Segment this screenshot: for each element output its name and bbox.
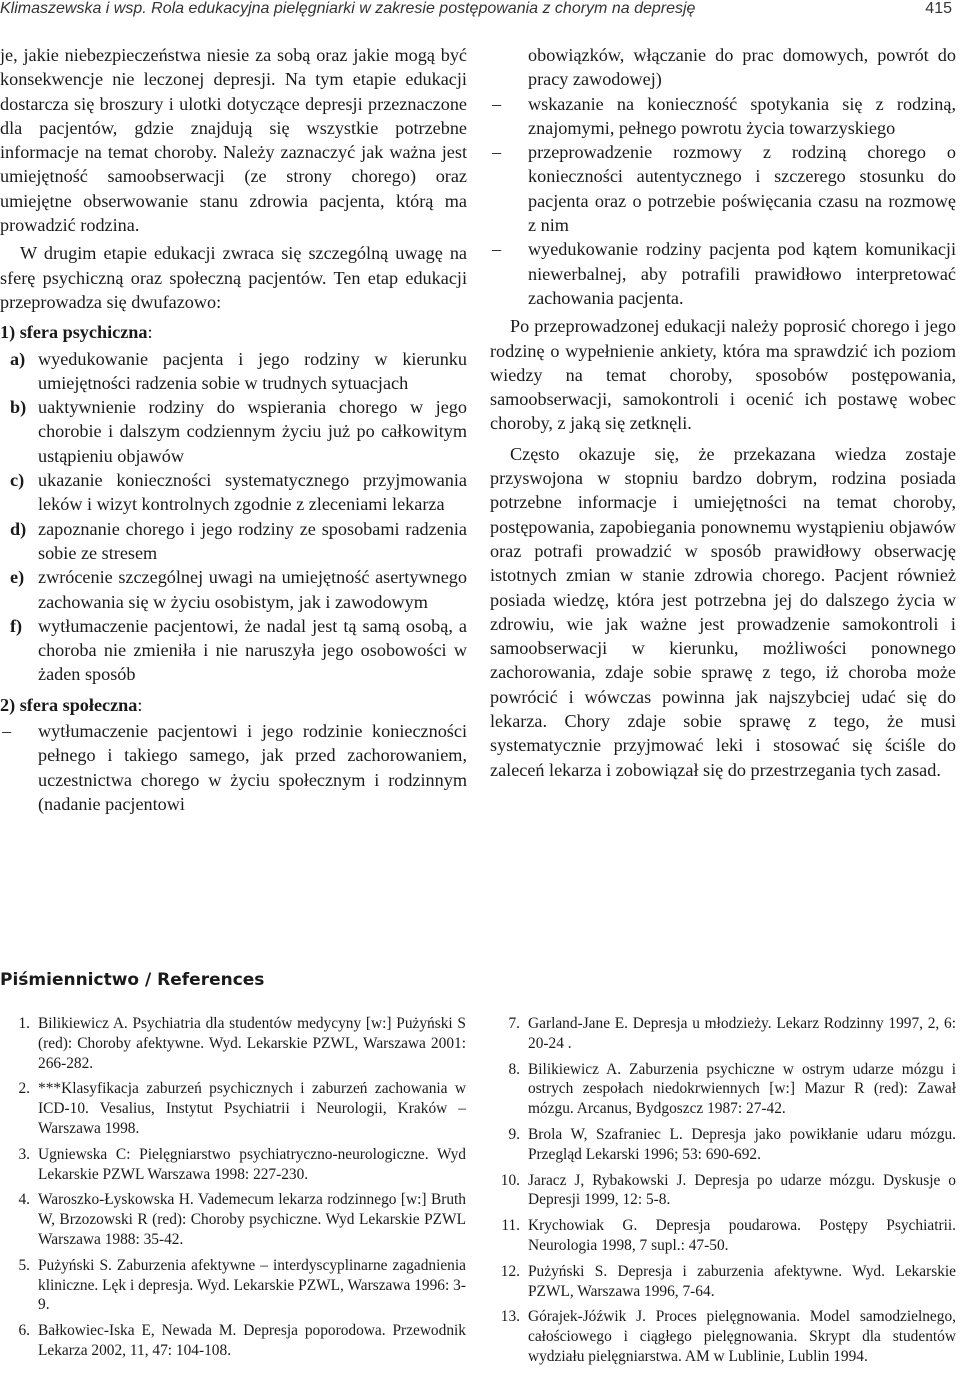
section-suffix: : xyxy=(137,694,143,715)
reference-text: Krychowiak G. Depresja poudarowa. Postępy Psychiatrii. Neurologia 1998, 7 supl.: 47-50. xyxy=(528,1217,956,1254)
list-item xyxy=(0,517,467,566)
list-item-text: wyedukowanie pacjenta i jego rodziny w kierunku umiejętności radzenia sobie w trudnych sytuacjach xyxy=(38,348,467,393)
dash-item xyxy=(0,719,467,816)
section-label: 2) sfera społeczna xyxy=(0,694,138,715)
dash-item xyxy=(490,92,956,141)
list-item-text: zapoznanie chorego i jego rodziny ze sposobami radzenia sobie ze stresem xyxy=(38,518,467,563)
reference-text: ***Klasyfikacja zaburzeń psychicznych i zaburzeń zachowania w ICD-10. Vesalius, Instytut Psychiatrii i Neurologii, Kraków – Warszawa 1998. xyxy=(38,1080,466,1137)
paragraph: Często okazuje się, że przekazana wiedza zostaje przyswojona w stopniu bardzo dobrym, rodzina posiada potrzebne informacje i umiejętności na temat choroby, postępowania, zapobiegania ponownemu wystąpieniu objawów oraz potrafi prowadzić w sposób prawidłowy obserwację istotnych zmian w stanie zdrowia chorego. Pacjent również posiada wiedzę, która jest potrzebna jej do dalszego życia w zdrowiu, wie jak ważne jest prowadzenie samokontroli i samoobserwacji w kierunku, możliwości ponownego zachorowania, zdaje sobie sprawę z tego, iż choroba może powrócić i wówczas powinna jak najszybciej udać się do lekarza. Chory zdaje sobie sprawę z tego, że musi systematycznie przyjmować leki i stosować się ściśle do zaleceń lekarza i zobowiązał się do przestrzegania tych zasad. xyxy=(490,443,956,780)
reference-number: 13. xyxy=(500,1308,520,1326)
reference-text: Górajek-Jóźwik J. Proces pielęgnowania. Model samodzielnego, całościowego i ciągłego pielęgnowania. Skrypt dla studentów wydziału pielęgniarstwa. AM w Lublinie, Lublin 1994. xyxy=(528,1308,956,1365)
reference-item xyxy=(490,1014,956,1054)
reference-text: Ugniewska C: Pielęgniarstwo psychiatryczno-neurologiczne. Wyd Lekarskie PZWL Warszawa 1998: 227-230. xyxy=(38,1145,466,1183)
list-marker: b) xyxy=(10,397,27,418)
reference-item xyxy=(490,1060,956,1119)
reference-text: Bilikiewicz A. Psychiatria dla studentów medycyny [w:] Pużyński S (red): Choroby afektywne. Wyd. Lekarskie PZWL, Warszawa 2001: 266-282. xyxy=(38,1015,466,1072)
reference-number: 12. xyxy=(500,1262,520,1280)
list-marker: a) xyxy=(10,348,26,369)
list-item-text: zwrócenie szczególnej uwagi na umiejętność asertywnego zachowania się w życiu osobistym, jak i zawodowym xyxy=(38,567,467,612)
references-heading: Piśmiennictwo / References xyxy=(0,970,265,990)
section-suffix: : xyxy=(147,322,153,343)
list-item xyxy=(0,395,467,468)
reference-number: 5. xyxy=(18,1256,30,1274)
list-marker: c) xyxy=(10,470,25,491)
dash-marker: – xyxy=(2,721,12,742)
reference-item xyxy=(490,1307,956,1366)
references-left-list xyxy=(0,1014,466,1367)
section-heading-social xyxy=(0,693,467,717)
reference-item xyxy=(490,1125,956,1165)
paragraph: W drugim etapie edukacji zwraca się szczególną uwagę na sferę psychiczną oraz społeczną pacjentów. Ten etap edukacji przeprowadza się dwufazowo: xyxy=(0,243,467,312)
list-item-text: ukazanie konieczności systematycznego przyjmowania leków i wizyt kontrolnych zgodnie z zleceniami lekarza xyxy=(38,470,467,515)
reference-text: Garland-Jane E. Depresja u młodzieży. Lekarz Rodzinny 1997, 2, 6: 20-24 . xyxy=(528,1015,956,1052)
right-column xyxy=(490,43,956,782)
dash-marker: – xyxy=(492,239,502,260)
reference-item xyxy=(0,1079,466,1138)
list-marker: d) xyxy=(10,518,27,539)
reference-item xyxy=(0,1190,466,1249)
reference-number: 11. xyxy=(501,1217,520,1235)
reference-text: Bałkowiec-Iska E, Newada M. Depresja poporodowa. Przewodnik Lekarza 2002, 11, 47: 104-108. xyxy=(38,1322,466,1359)
dash-item-text: przeprowadzenie rozmowy z rodziną chorego o konieczności autentycznego i szczerego stosunku do pacjenta oraz o potrzebie poświęcania czasu na rozmowę z nim xyxy=(528,142,956,236)
reference-number: 9. xyxy=(508,1125,520,1143)
dash-item-text: wskazanie na konieczność spotykania się z rodziną, znajomymi, pełnego powrotu życia towarzyskiego xyxy=(528,93,956,138)
reference-text: Pużyński S. Depresja i zaburzenia afektywne. Wyd. Lekarskie PZWL, Warszawa 1996, 7-64. xyxy=(528,1262,956,1300)
reference-text: Brola W, Szafraniec L. Depresja jako powikłanie udaru mózgu. Przegląd Lekarski 1996; 53: 690-692. xyxy=(528,1125,956,1163)
reference-text: Pużyński S. Zaburzenia afektywne – interdyscyplinarne zagadnienia kliniczne. Lęk i depresja. Wyd. Lekarskie PZWL, Warszawa 1996: 3-9. xyxy=(38,1256,466,1314)
section-heading-psychic xyxy=(0,320,467,344)
references-right-list xyxy=(490,1014,956,1373)
reference-text: Jaracz J, Rybakowski J. Depresja po udarze mózgu. Dyskusje o Depresji 1999, 12: 5-8. xyxy=(528,1171,956,1209)
list-marker: f) xyxy=(10,615,23,636)
dash-marker: – xyxy=(492,93,502,114)
list-item xyxy=(0,614,467,687)
running-title: Klimaszewska i wsp. Rola edukacyjna pielęgniarki w zakresie postępowania z chorym na depresję xyxy=(0,0,696,17)
dash-marker: – xyxy=(492,142,502,163)
dash-item-text: wytłumaczenie pacjentowi i jego rodzinie konieczności pełnego i takiego samego, jak przed zachorowaniem, uczestnictwa chorego w życiu społecznym i rodzinnym (nadanie pacjentowi xyxy=(38,721,467,814)
dash-item xyxy=(490,140,956,237)
reference-number: 2. xyxy=(18,1080,30,1098)
reference-number: 1. xyxy=(18,1015,30,1032)
section-label: 1) sfera psychiczna xyxy=(0,322,148,343)
list-item-text: wytłumaczenie pacjentowi, że nadal jest tą samą osobą, a choroba nie zmieniła i nie naruszyła jego osobowości w żaden sposób xyxy=(38,615,467,685)
continued-item-text: obowiązków, włączanie do prac domowych, powrót do pracy zawodowej) xyxy=(528,45,956,90)
reference-item xyxy=(0,1321,466,1361)
reference-number: 3. xyxy=(18,1145,30,1163)
reference-number: 4. xyxy=(18,1191,30,1209)
reference-item xyxy=(0,1014,466,1073)
reference-number: 7. xyxy=(508,1015,520,1032)
reference-number: 10. xyxy=(500,1171,520,1189)
reference-number: 6. xyxy=(18,1322,30,1340)
list-item xyxy=(0,468,467,517)
page-number: 415 xyxy=(925,0,952,17)
paragraph: Po przeprowadzonej edukacji należy poprosić chorego i jego rodzinę o wypełnienie ankiety, która ma sprawdzić ich poziom wiedzy na temat choroby, sposobów postępowania, samoobserwacji, samokontroli i ocenić ich postawę wobec choroby, z jaką się zetknęli. xyxy=(490,316,956,434)
dash-item-text: wyedukowanie rodziny pacjenta pod kątem komunikacji niewerbalnej, aby potrafili prawidłowo interpretować zachowania pacjenta. xyxy=(528,239,956,308)
reference-item xyxy=(490,1262,956,1302)
reference-item xyxy=(490,1216,956,1256)
reference-number: 8. xyxy=(508,1060,520,1078)
dash-item xyxy=(490,237,956,310)
reference-item xyxy=(0,1145,466,1185)
list-marker: e) xyxy=(10,567,25,588)
reference-text: Waroszko-Łyskowska H. Vademecum lekarza rodzinnego [w:] Bruth W, Brzozowski R (red): Choroby psychiczne. Wyd Lekarskie PZWL Warszawa 1988: 35-42. xyxy=(38,1191,466,1248)
list-item xyxy=(0,347,467,396)
list-psychic xyxy=(0,347,467,687)
reference-item xyxy=(490,1171,956,1211)
reference-text: Bilikiewicz A. Zaburzenia psychiczne w ostrym udarze mózgu i ostrych zespołach niedokrwiennych [w:] Mazur R (red): Zawał mózgu. Arcanus, Bydgoszcz 1987: 27-42. xyxy=(528,1060,956,1118)
left-column xyxy=(0,43,467,816)
list-item xyxy=(0,565,467,614)
paragraph: je, jakie niebezpieczeństwa niesie za sobą oraz jakie mogą być konsekwencje nie leczonej depresji. Na tym etapie edukacji dostarcza się broszury i ulotki dotyczące depresji przeznaczone dla pacjentów, gdzie znajdują się wszystkie potrzebne informacje na temat choroby. Należy zaznaczyć jak ważna jest umiejętność samoobserwacji (ze strony chorego) oraz umiejętne obserwowanie stanu zdrowia pacjenta, którą ma prowadzić rodzina. xyxy=(0,45,467,236)
list-item-text: uaktywnienie rodziny do wspierania chorego w jego chorobie i dalszym codziennym życiu już po całkowitym ustąpieniu objawów xyxy=(38,397,467,466)
reference-item xyxy=(0,1256,466,1315)
running-header xyxy=(0,0,960,26)
